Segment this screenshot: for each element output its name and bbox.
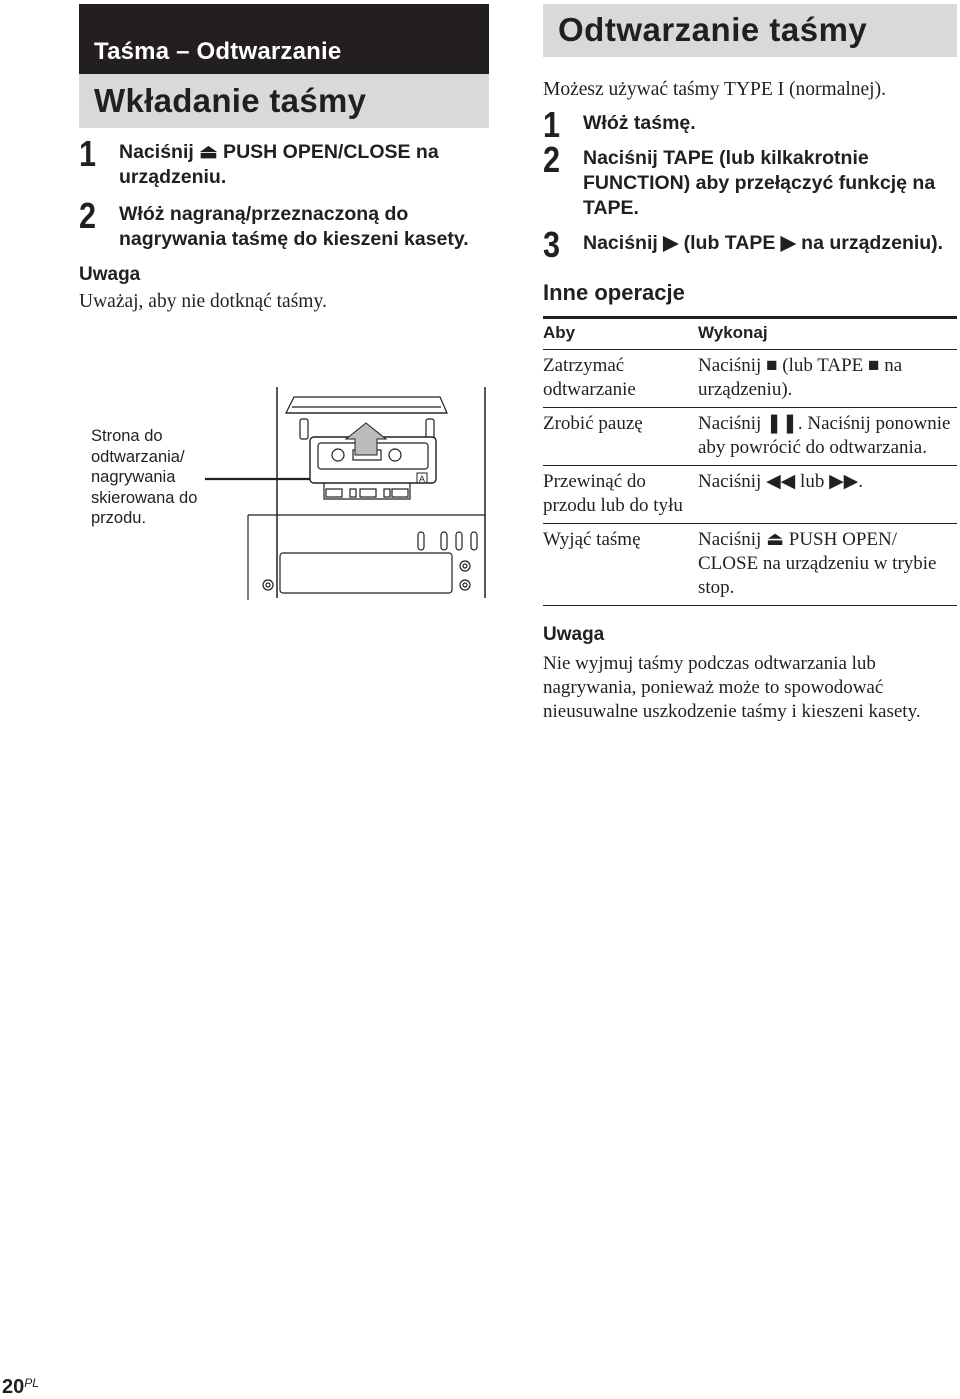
table-cell-action: Wyjąć taśmę <box>543 524 698 606</box>
step-number: 3 <box>543 224 561 265</box>
eject-icon: ⏏ <box>199 141 218 163</box>
note-text: Uważaj, aby nie dotknąć taśmy. <box>79 291 327 312</box>
play-icon: ▶ <box>663 232 679 254</box>
step-3 <box>543 224 957 265</box>
step-number: 1 <box>543 104 561 145</box>
table-cell-action: Zrobić pauzę <box>543 408 698 466</box>
table-cell-instruction: Naciśnij ■ (lub TAPE ■ na urządzeniu). <box>698 350 957 408</box>
table-cell-action: Przewinąć do przodu lub do tyłu <box>543 466 698 524</box>
illustration-callout: Strona do odtwarzania/ nagrywania skierowana do przodu. <box>91 427 198 527</box>
step-number: 2 <box>543 139 561 180</box>
note-text: Nie wyjmuj taśmy podczas odtwarzania lub nagrywania, ponieważ może to spowodować nieusuwalne uszkodzenie taśmy i kieszeni kasety. <box>543 653 921 722</box>
page-heading: Wkładanie taśmy <box>79 74 489 128</box>
page-number <box>2 1376 39 1399</box>
table-row <box>543 466 957 524</box>
intro-text: Możesz używać taśmy TYPE I (normalnej). <box>543 79 886 100</box>
note-label: Uwaga <box>543 624 605 645</box>
page-number-value: 20 <box>2 1376 25 1398</box>
table-row <box>543 408 957 466</box>
cassette-side-label: A <box>419 474 426 484</box>
table-row <box>543 350 957 408</box>
left-column <box>79 4 489 314</box>
step-text: Naciśnij <box>583 232 664 254</box>
table-cell-instruction: Naciśnij ⏏ PUSH OPEN/ CLOSE na urządzeniu w trybie stop. <box>698 524 957 606</box>
other-operations-heading: Inne operacje <box>543 280 685 305</box>
right-column <box>543 4 957 724</box>
step-text-middle: (lub TAPE <box>678 232 781 254</box>
cassette-insertion-illustration <box>200 385 495 605</box>
step-text: Włóż taśmę. <box>583 112 696 134</box>
section-title: Taśma – Odtwarzanie <box>79 4 489 74</box>
step-2 <box>79 195 489 252</box>
step-text-end: na urządzeniu). <box>795 232 944 254</box>
section-heading: Odtwarzanie taśmy <box>543 4 957 57</box>
step-1 <box>543 104 957 145</box>
table-row <box>543 524 957 606</box>
step-text-continued: PUSH OPEN/CLOSE na urządzeniu. <box>119 141 439 188</box>
play-icon: ▶ <box>780 232 796 254</box>
table-cell-action: Zatrzymać odtwarzanie <box>543 350 698 408</box>
step-text: Włóż nagraną/przeznaczoną do nagrywania taśmę do kieszeni kasety. <box>119 203 469 250</box>
step-1 <box>79 133 489 190</box>
step-text: Naciśnij <box>119 141 200 163</box>
table-cell-instruction: Naciśnij ◀◀ lub ▶▶. <box>698 466 957 524</box>
step-number: 2 <box>79 195 97 236</box>
column-header-wykonaj: Wykonaj <box>698 318 957 350</box>
step-number: 1 <box>79 133 97 174</box>
table-header-row <box>543 318 957 350</box>
step-2 <box>543 139 957 221</box>
column-header-aby: Aby <box>543 318 698 350</box>
table-cell-instruction: Naciśnij ❚❚. Naciśnij ponownie aby powrócić do odtwarzania. <box>698 408 957 466</box>
note-label: Uwaga <box>79 264 141 285</box>
operations-table <box>543 316 957 606</box>
step-text: Naciśnij TAPE (lub kilkakrotnie FUNCTION) aby przełączyć funkcję na TAPE. <box>583 147 936 219</box>
page-language-suffix: PL <box>24 1376 39 1390</box>
